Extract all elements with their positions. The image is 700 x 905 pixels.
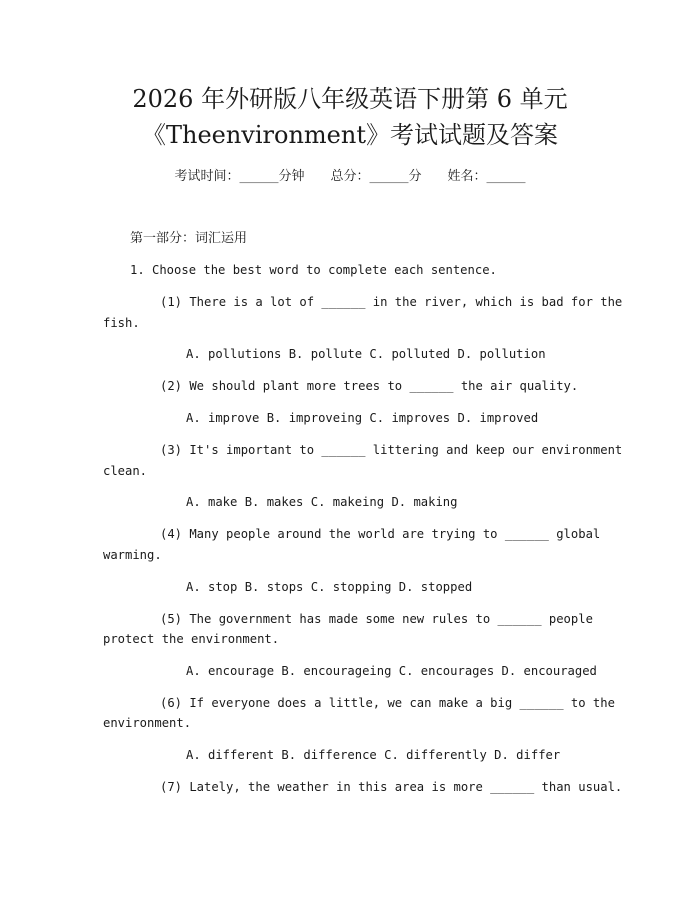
question-1-options: A. pollutions B. pollute C. polluted D. pollution xyxy=(186,347,546,361)
page-title-line1: 2026 年外研版八年级英语下册第 6 单元 xyxy=(132,85,568,113)
question-2-options: A. improve B. improveing C. improves D. improved xyxy=(186,411,539,425)
question-4-continuation: warming. xyxy=(103,548,162,562)
question-6-continuation: environment. xyxy=(103,716,192,730)
question-5-options: A. encourage B. encourageing C. encourages D. encouraged xyxy=(186,664,597,678)
question-5-continuation: protect the environment. xyxy=(103,632,280,646)
question-4-options: A. stop B. stops C. stopping D. stopped xyxy=(186,580,473,594)
page-title-line2: 《Theenvironment》考试试题及答案 xyxy=(141,121,558,149)
question-1-continuation: fish. xyxy=(103,316,140,330)
question-6-text: (6) If everyone does a little, we can make a big ______ to the xyxy=(160,696,615,710)
question-1-text: (1) There is a lot of ______ in the river, which is bad for the xyxy=(160,295,623,309)
question-2-text: (2) We should plant more trees to ______ the air quality. xyxy=(160,379,579,393)
question-7-text: (7) Lately, the weather in this area is more ______ than usual. xyxy=(160,780,623,794)
exam-name-label: 姓名：______ xyxy=(447,169,526,184)
question-3-options: A. make B. makes C. makeing D. making xyxy=(186,495,458,509)
exam-score-label: 总分：______分 xyxy=(330,169,422,184)
exam-info xyxy=(0,166,700,188)
question-4-text: (4) Many people around the world are trying to ______ global xyxy=(160,527,601,541)
question-3-continuation: clean. xyxy=(103,464,148,478)
exam-time-label: 考试时间：______分钟 xyxy=(174,169,305,184)
question-6-options: A. different B. difference C. differently D. differ xyxy=(186,748,561,762)
section-heading: 第一部分：词汇运用 xyxy=(130,231,248,246)
question-3-text: (3) It's important to ______ littering and keep our environment xyxy=(160,443,623,457)
section-instruction: 1. Choose the best word to complete each sentence. xyxy=(130,263,497,277)
question-5-text: (5) The government has made some new rules to ______ people xyxy=(160,612,593,626)
